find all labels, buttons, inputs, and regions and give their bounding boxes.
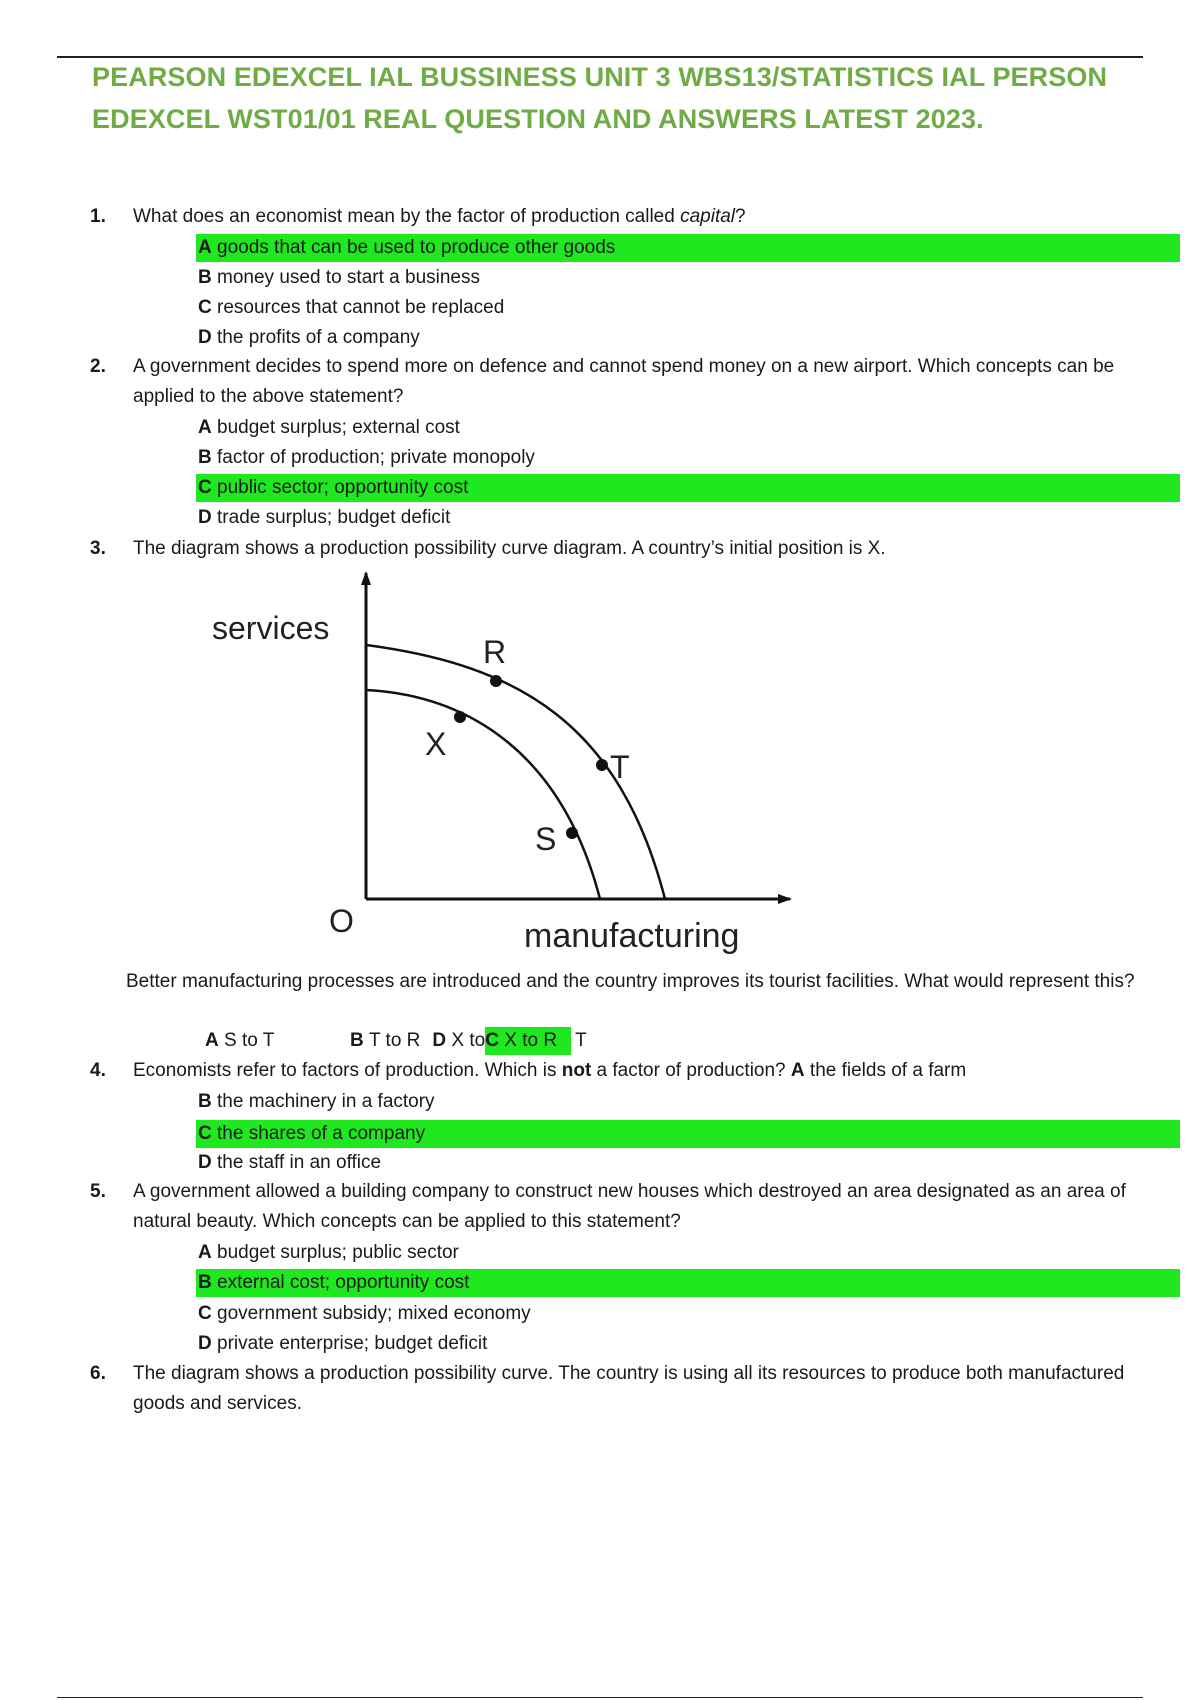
point-s-label: S bbox=[535, 821, 557, 857]
q4-option-a-letter: A bbox=[790, 1060, 805, 1081]
q4-option-c: C the shares of a company bbox=[196, 1120, 1180, 1148]
question-text: What does an economist mean by the factor of production called capital? bbox=[133, 206, 746, 227]
question-number: 5. bbox=[90, 1181, 106, 1202]
point-x bbox=[454, 711, 466, 723]
question-text: Economists refer to factors of production. Which is not a factor of production? A the fields of a farm bbox=[133, 1060, 967, 1081]
question-2 bbox=[90, 352, 1170, 412]
q2-option-c: C public sector; opportunity cost bbox=[196, 474, 1180, 502]
question-text: The diagram shows a production possibility curve. The country is using all its resources to produce both manufactured goods and services. bbox=[133, 1363, 1125, 1414]
q2-option-a: A budget surplus; external cost bbox=[198, 417, 460, 438]
title-line-2: EDEXCEL WST01/01 REAL QUESTION AND ANSWERS LATEST 2023. bbox=[92, 104, 984, 134]
point-t-label: T bbox=[610, 749, 630, 785]
point-x-label: X bbox=[425, 726, 447, 762]
point-t bbox=[596, 759, 608, 771]
q1-option-b: B money used to start a business bbox=[198, 267, 480, 288]
q3-option-a: A S to T bbox=[205, 1030, 275, 1051]
question-4 bbox=[90, 1056, 1170, 1086]
q5-option-a: A budget surplus; public sector bbox=[198, 1242, 459, 1263]
q5-option-b: B external cost; opportunity cost bbox=[196, 1269, 1180, 1297]
bottom-rule bbox=[57, 1697, 1143, 1698]
y-axis-label: services bbox=[212, 610, 330, 646]
q4-option-d: D the staff in an office bbox=[198, 1152, 382, 1173]
bold-term: not bbox=[561, 1060, 592, 1081]
question-3 bbox=[90, 534, 1170, 564]
q3-followup-text: Better manufacturing processes are introduced and the country improves its tourist facilities. What would represent this? bbox=[126, 971, 1135, 992]
question-5 bbox=[90, 1177, 1170, 1237]
q3-options-row bbox=[205, 1027, 587, 1055]
q5-option-d: D private enterprise; budget deficit bbox=[198, 1333, 488, 1354]
x-axis-label: manufacturing bbox=[524, 917, 740, 955]
question-number: 4. bbox=[90, 1060, 106, 1081]
q2-option-d: D trade surplus; budget deficit bbox=[198, 507, 451, 528]
italic-term: capital bbox=[680, 206, 736, 227]
q2-option-b: B factor of production; private monopoly bbox=[198, 447, 535, 468]
point-r bbox=[490, 675, 502, 687]
q3-option-b: B T to R bbox=[350, 1030, 421, 1051]
q4-option-b: B the machinery in a factory bbox=[198, 1091, 435, 1112]
point-s bbox=[566, 827, 578, 839]
q5-option-c: C government subsidy; mixed economy bbox=[198, 1303, 531, 1324]
q3-option-d: D X to bbox=[432, 1030, 486, 1051]
q4-option-a-text: the fields of a farm bbox=[804, 1060, 967, 1081]
point-r-label: R bbox=[483, 634, 507, 670]
q3-option-trailing: T bbox=[575, 1030, 587, 1051]
q1-option-a: A goods that can be used to produce other goods bbox=[196, 234, 1180, 262]
ppc-diagram bbox=[190, 565, 810, 965]
question-1 bbox=[90, 202, 1170, 232]
question-text: A government allowed a building company to construct new houses which destroyed an area designated as an area of natural beauty. Which concepts can be applied to this statement? bbox=[133, 1181, 1126, 1232]
q1-option-d: D the profits of a company bbox=[198, 327, 420, 348]
title-line-1: PEARSON EDEXCEL IAL BUSSINESS UNIT 3 WBS13/STATISTICS IAL PERSON bbox=[92, 62, 1108, 92]
question-text: The diagram shows a production possibility curve diagram. A country’s initial position is X. bbox=[133, 538, 886, 559]
q3-option-c: C X to R bbox=[485, 1027, 571, 1055]
question-number: 2. bbox=[90, 356, 106, 377]
origin-label: O bbox=[329, 903, 354, 939]
question-number: 3. bbox=[90, 538, 106, 559]
question-number: 6. bbox=[90, 1363, 106, 1384]
question-number: 1. bbox=[90, 206, 106, 227]
document-title bbox=[92, 56, 1152, 140]
q1-option-c: C resources that cannot be replaced bbox=[198, 297, 505, 318]
question-6 bbox=[90, 1359, 1170, 1419]
question-text: A government decides to spend more on defence and cannot spend money on a new airport. Which concepts can be applied to the above statement? bbox=[133, 356, 1115, 407]
